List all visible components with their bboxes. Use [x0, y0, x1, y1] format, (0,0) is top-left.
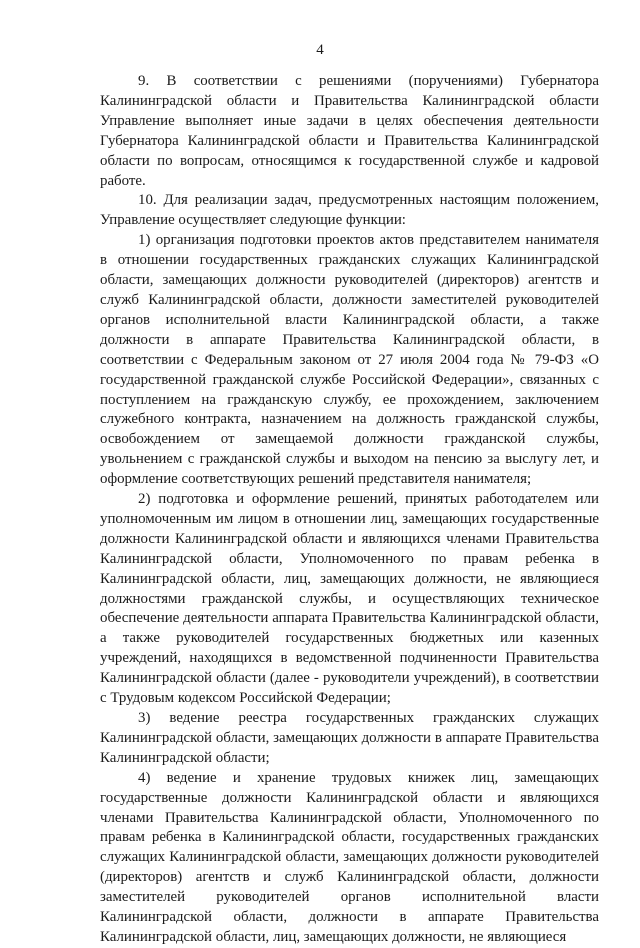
paragraph-function-1: 1) организация подготовки проектов актов представителем нанимателя в отношении государственных гражданских служащих Калининградской области, замещающих должности руководителей (директоров) агентств и служб Калининградской области, должности заместителей руководителей органов исполнительной власти Калининградской области, а также должности в аппарате Правительства Калининградской области, в соответствии с Федеральным законом от 27 июля 2004 года № 79-ФЗ «О государственной гражданской службе Российской Федерации», связанных с поступлением на гражданскую службу, ее прохождением, заключением служебного контракта, назначением на должность гражданской службы, освобождением от замещаемой должности гражданской службы, увольнением с гражданской службы и выходом на пенсию за выслугу лет, и оформление соответствующих решений представителя нанимателя; — [100, 232, 599, 488]
paragraph-function-4: 4) ведение и хранение трудовых книжек лиц, замещающих государственные должности Калининградской области и являющихся членами Правительства Калининградской области, Уполномоченного по правам ребенка в Калининградской области, государственных гражданских служащих Калининградской области, замещающих должности руководителей (директоров) агентств и служб Калининградской области, должности заместителей руководителей органов исполнительной власти Калининградской области, должности в аппарате Правительства Калининградской области, лиц, замещающих должности, не являющиеся — [100, 769, 599, 945]
paragraph-function-2: 2) подготовка и оформление решений, принятых работодателем или уполномоченным им лицом в отношении лиц, замещающих государственные должности Калининградской области и являющихся членами Правительства Калининградской области, Уполномоченного по правам ребенка в Калининградской области, лиц, замещающих должности, не являющиеся должностями гражданской службы, и осуществляющих техническое обеспечение деятельности аппарата Правительства Калининградской области, а также руководителей государственных бюджетных или казенных учреждений, находящихся в ведомственной подчиненности Правительства Калининградской области (далее - руководители учреждений), в соответствии с Трудовым кодексом Российской Федерации; — [100, 491, 599, 707]
document-body — [100, 72, 599, 948]
page-number: 4 — [316, 42, 324, 58]
paragraph-function-3: 3) ведение реестра государственных гражданских служащих Калининградской области, замещающих должности в аппарате Правительства Калининградской области; — [100, 710, 599, 766]
paragraph-item-9: 9. В соответствии с решениями (поручениями) Губернатора Калининградской области и Правительства Калининградской области Управление выполняет иные задачи в целях обеспечения деятельности Губернатора Калининградской области и Правительства Калининградской области по вопросам, относящимся к государственной службе и кадровой работе. — [100, 73, 599, 189]
paragraph-item-10: 10. Для реализации задач, предусмотренных настоящим положением, Управление осуществляет следующие функции: — [100, 192, 599, 229]
